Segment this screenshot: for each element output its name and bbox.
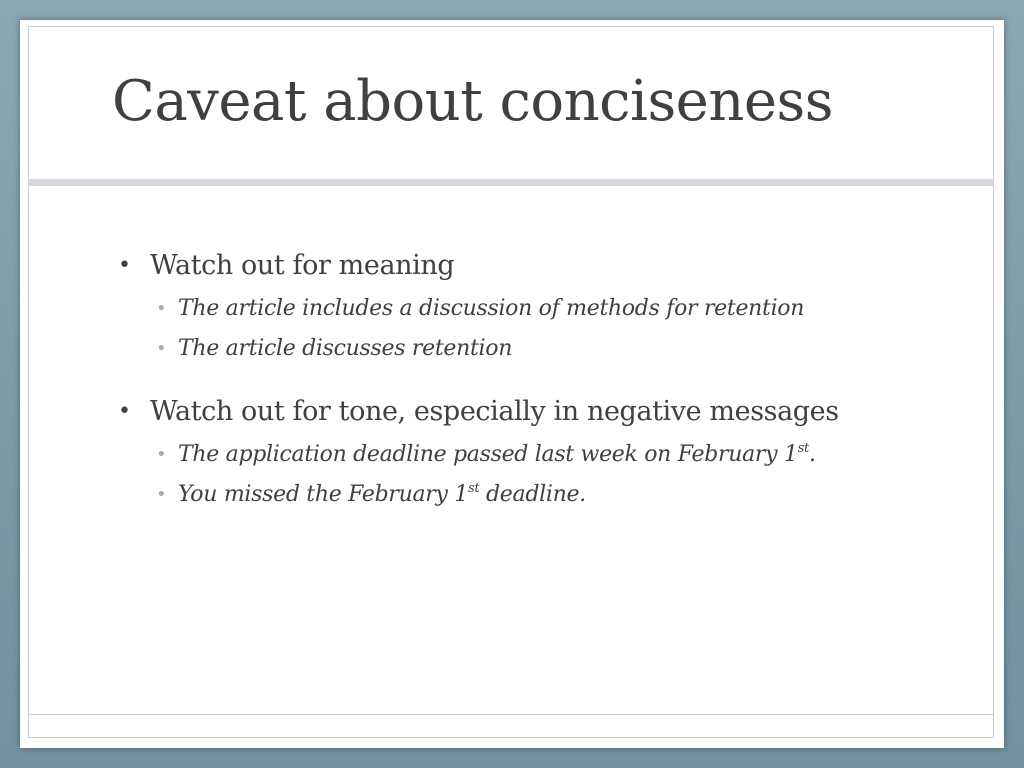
sub-bullet-item: [112, 480, 972, 510]
bullet-text: Watch out for tone, especially in negative messages: [150, 396, 839, 427]
sub-bullet-text: The article discusses retention: [178, 336, 513, 361]
sub-bullet-text-end: .: [808, 442, 816, 467]
bullet-icon: •: [118, 399, 131, 424]
sub-bullet-icon: •: [156, 338, 167, 359]
ordinal-suffix: st: [468, 481, 480, 496]
bullet-icon: •: [118, 253, 131, 278]
slide-content: [112, 248, 972, 510]
sub-bullet-item: [112, 440, 972, 470]
sub-bullet-item: [112, 334, 972, 364]
ordinal-suffix: st: [797, 441, 809, 456]
bullet-text: Watch out for meaning: [150, 250, 455, 281]
sub-bullet-item: [112, 294, 972, 324]
sub-bullet-text-start: The application deadline passed last week on February 1: [178, 442, 798, 467]
bullet-item: [112, 248, 972, 284]
sub-bullet-icon: •: [156, 298, 167, 319]
slide-title: Caveat about conciseness: [112, 69, 834, 134]
sub-bullet-icon: •: [156, 444, 167, 465]
sub-bullet-text: The article includes a discussion of methods for retention: [178, 296, 805, 321]
title-divider: [28, 179, 994, 186]
sub-bullet-text-end: deadline.: [479, 482, 586, 507]
sub-bullet-icon: •: [156, 484, 167, 505]
slide: [20, 20, 1004, 748]
sub-bullet-text-start: You missed the February 1: [178, 482, 469, 507]
bullet-item: [112, 394, 972, 430]
bullet-group-meaning: [112, 248, 972, 364]
footer-divider: [28, 714, 994, 715]
bullet-group-tone: [112, 394, 972, 510]
